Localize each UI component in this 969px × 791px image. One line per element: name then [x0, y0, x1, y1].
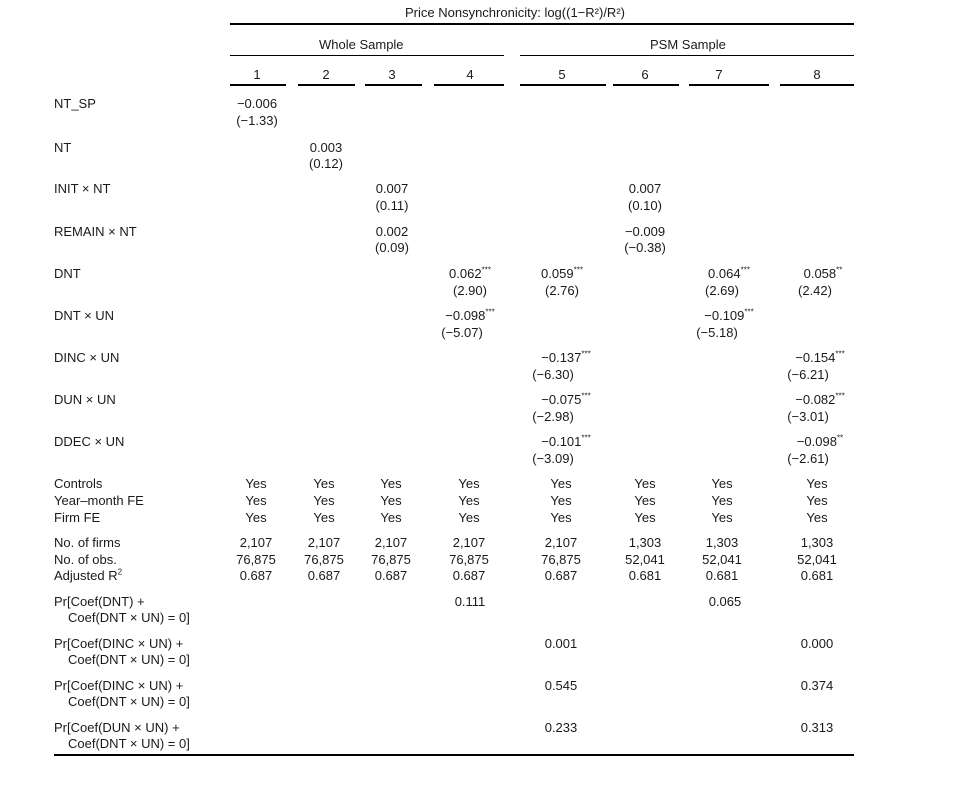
col-header-8: 8	[813, 67, 821, 82]
cell-tstat: (−2.61)	[787, 451, 829, 466]
cell-tstat: (0.11)	[375, 198, 409, 213]
test-4-value: 0.313	[800, 720, 834, 735]
stat-cell-firms: 1,303	[800, 535, 834, 550]
row-label-adjusted-r2: Adjusted $R^2$	[54, 567, 123, 583]
fe-cell: Yes	[711, 476, 733, 491]
stat-cell-obs: 76,875	[371, 552, 411, 567]
test-1-value: 0.111	[454, 594, 486, 609]
cell-coef: 0.064***	[708, 265, 750, 281]
cell-coef: 0.058**	[803, 265, 843, 281]
row-label-ddec-un: DDEC × UN	[54, 434, 125, 449]
stat-cell-r2: 0.687	[544, 568, 578, 583]
cell-tstat: (−5.18)	[696, 325, 738, 340]
fe-cell: Yes	[380, 493, 402, 508]
row-label-remain-nt: REMAIN × NT	[54, 224, 137, 239]
col-rule-8	[780, 84, 854, 86]
test-3-value: 0.545	[544, 678, 578, 693]
test-1-value: 0.065	[708, 594, 742, 609]
col-rule-1	[230, 84, 286, 86]
col-rule-4	[434, 84, 504, 86]
cell-coef: 0.059***	[541, 265, 583, 281]
cell-tstat: (2.76)	[545, 283, 579, 298]
stat-cell-obs: 52,041	[702, 552, 742, 567]
row-label-no-firms: No. of firms	[54, 535, 121, 550]
stat-cell-r2: 0.687	[307, 568, 341, 583]
cell-coef: 0.002	[375, 224, 409, 239]
stat-cell-r2: 0.687	[239, 568, 273, 583]
test-2-value: 0.001	[544, 636, 578, 651]
stat-cell-obs: 76,875	[304, 552, 344, 567]
stat-cell-obs: 76,875	[236, 552, 276, 567]
cell-coef: −0.009	[624, 224, 666, 239]
fe-cell: Yes	[634, 510, 656, 525]
test-4-value: 0.233	[544, 720, 578, 735]
stat-cell-r2: 0.681	[705, 568, 739, 583]
fe-cell: Yes	[458, 510, 480, 525]
stat-cell-obs: 52,041	[625, 552, 665, 567]
cell-tstat: (−6.30)	[532, 367, 574, 382]
col-header-5: 5	[558, 67, 566, 82]
cell-coef: 0.003	[309, 140, 343, 155]
col-header-7: 7	[715, 67, 723, 82]
fe-cell: Yes	[550, 510, 572, 525]
cell-tstat: (−3.09)	[532, 451, 574, 466]
cell-coef: 0.007	[628, 181, 662, 196]
row-label-dnt: DNT	[54, 266, 81, 281]
stat-cell-obs: 76,875	[541, 552, 581, 567]
cell-coef: −0.098***	[445, 307, 495, 323]
row-label-dinc-un: DINC × UN	[54, 350, 120, 365]
cell-tstat: (0.12)	[309, 156, 343, 171]
col-rule-6	[613, 84, 679, 86]
cell-coef: −0.101***	[541, 433, 591, 449]
cell-tstat: (−5.07)	[441, 325, 483, 340]
test-3-label-line1: Pr[Coef(DINC × UN) +	[54, 678, 184, 693]
test-4-label-line1: Pr[Coef(DUN × UN) +	[54, 720, 180, 735]
stat-cell-firms: 2,107	[307, 535, 341, 550]
fe-cell: Yes	[380, 476, 402, 491]
cell-coef: 0.007	[375, 181, 409, 196]
col-rule-2	[298, 84, 355, 86]
bottom-rule	[54, 754, 854, 756]
row-label-year-month-fe: Year–month FE	[54, 493, 144, 508]
fe-cell: Yes	[245, 510, 267, 525]
group-header-whole: Whole Sample	[319, 37, 404, 52]
fe-cell: Yes	[806, 493, 828, 508]
fe-cell: Yes	[245, 493, 267, 508]
fe-cell: Yes	[245, 476, 267, 491]
top-rule	[230, 23, 854, 25]
stat-cell-obs: 52,041	[797, 552, 837, 567]
col-rule-3	[365, 84, 422, 86]
cell-coef: 0.062***	[449, 265, 491, 281]
row-label-nt-sp: NT_SP	[54, 96, 96, 111]
row-label-dnt-un: DNT × UN	[54, 308, 115, 323]
group-rule-psm	[520, 55, 854, 56]
stat-cell-firms: 2,107	[239, 535, 273, 550]
fe-cell: Yes	[634, 476, 656, 491]
cell-tstat: (−3.01)	[787, 409, 829, 424]
table-title: Price Nonsynchronicity: log((1−R²)/R²)	[405, 5, 625, 20]
fe-cell: Yes	[313, 493, 335, 508]
col-rule-5	[520, 84, 606, 86]
cell-coef: −0.098**	[796, 433, 844, 449]
cell-tstat: (−1.33)	[236, 113, 278, 128]
stat-cell-r2: 0.681	[628, 568, 662, 583]
fe-cell: Yes	[313, 476, 335, 491]
cell-coef: −0.137***	[541, 349, 591, 365]
fe-cell: Yes	[634, 493, 656, 508]
test-3-value: 0.374	[800, 678, 834, 693]
col-header-1: 1	[253, 67, 261, 82]
group-header-psm: PSM Sample	[650, 37, 726, 52]
fe-cell: Yes	[550, 476, 572, 491]
cell-coef: −0.082***	[795, 391, 845, 407]
row-label-nt: NT	[54, 140, 72, 155]
stat-cell-obs: 76,875	[449, 552, 489, 567]
col-header-2: 2	[322, 67, 330, 82]
fe-cell: Yes	[313, 510, 335, 525]
col-header-3: 3	[388, 67, 396, 82]
fe-cell: Yes	[711, 493, 733, 508]
test-1-label-line1: Pr[Coef(DNT) +	[54, 594, 145, 609]
cell-coef: −0.109***	[704, 307, 754, 323]
test-2-label-line2: Coef(DNT × UN) = 0]	[68, 652, 190, 667]
cell-tstat: (−2.98)	[532, 409, 574, 424]
group-rule-whole	[230, 55, 504, 56]
stat-cell-r2: 0.681	[800, 568, 834, 583]
test-2-value: 0.000	[800, 636, 834, 651]
stat-cell-firms: 2,107	[452, 535, 486, 550]
stat-cell-firms: 2,107	[544, 535, 578, 550]
test-3-label-line2: Coef(DNT × UN) = 0]	[68, 694, 190, 709]
cell-tstat: (2.69)	[705, 283, 739, 298]
stat-cell-firms: 2,107	[374, 535, 408, 550]
cell-coef: −0.006	[236, 96, 278, 111]
row-label-no-obs: No. of obs.	[54, 552, 117, 567]
col-rule-7	[689, 84, 769, 86]
cell-tstat: (0.10)	[628, 198, 662, 213]
test-2-label-line1: Pr[Coef(DINC × UN) +	[54, 636, 184, 651]
cell-coef: −0.154***	[795, 349, 845, 365]
row-label-init-nt: INIT × NT	[54, 181, 111, 196]
row-label-controls: Controls	[54, 476, 103, 491]
fe-cell: Yes	[458, 493, 480, 508]
cell-tstat: (2.90)	[453, 283, 487, 298]
col-header-4: 4	[466, 67, 474, 82]
fe-cell: Yes	[380, 510, 402, 525]
col-header-6: 6	[641, 67, 649, 82]
cell-tstat: (2.42)	[798, 283, 832, 298]
cell-tstat: (0.09)	[375, 240, 409, 255]
stat-cell-firms: 1,303	[705, 535, 739, 550]
row-label-firm-fe: Firm FE	[54, 510, 101, 525]
cell-tstat: (−6.21)	[787, 367, 829, 382]
test-4-label-line2: Coef(DNT × UN) = 0]	[68, 736, 190, 751]
test-1-label-line2: Coef(DNT × UN) = 0]	[68, 610, 190, 625]
stat-cell-firms: 1,303	[628, 535, 662, 550]
fe-cell: Yes	[806, 510, 828, 525]
fe-cell: Yes	[806, 476, 828, 491]
fe-cell: Yes	[458, 476, 480, 491]
fe-cell: Yes	[711, 510, 733, 525]
stat-cell-r2: 0.687	[452, 568, 486, 583]
stat-cell-r2: 0.687	[374, 568, 408, 583]
cell-coef: −0.075***	[541, 391, 591, 407]
fe-cell: Yes	[550, 493, 572, 508]
cell-tstat: (−0.38)	[624, 240, 666, 255]
row-label-dun-un: DUN × UN	[54, 392, 116, 407]
